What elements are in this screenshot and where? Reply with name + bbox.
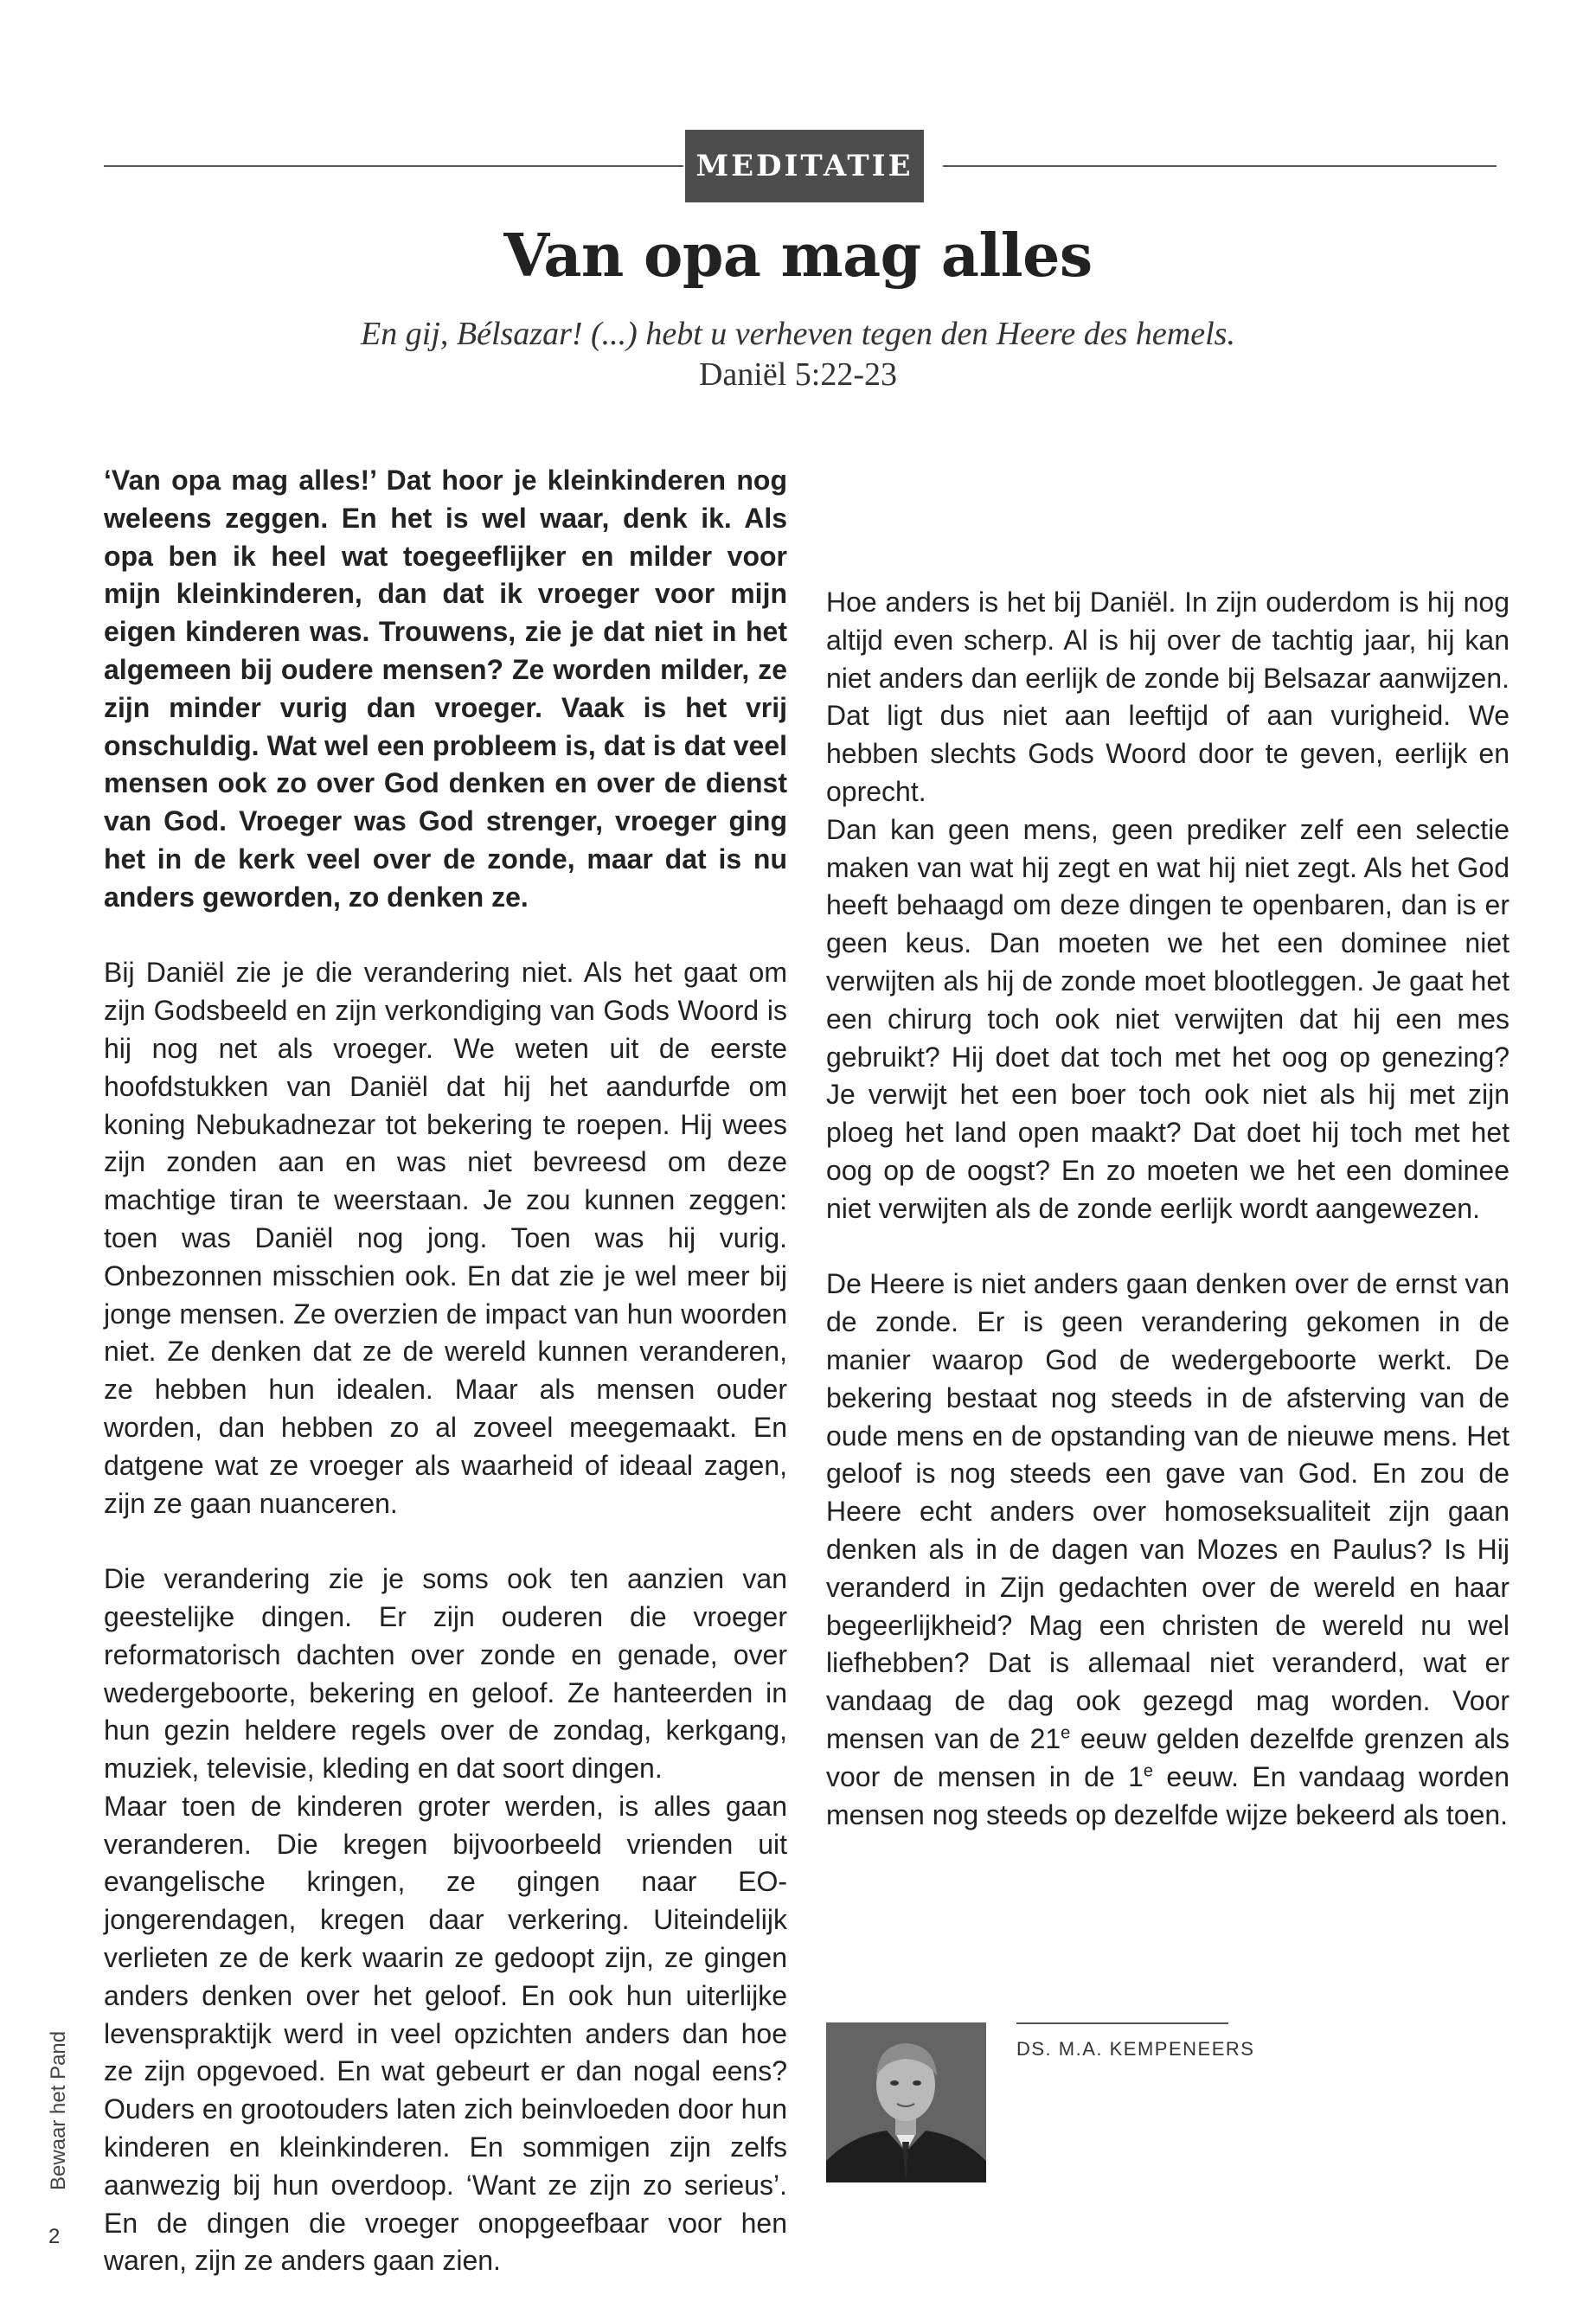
superscript-ordinal: e — [1143, 1761, 1153, 1781]
header-rule-left — [104, 165, 683, 167]
author-name: DS. M.A. KEMPENEERS — [1016, 2038, 1255, 2060]
header-rule-right — [943, 165, 1497, 167]
paragraph-6-part-b: eeuw gelden dezelfde grenzen als voor de mensen in de 1 — [826, 1722, 1509, 1792]
epigraph: En gij, Bélsazar! (...) hebt u verheven tegen den Heere des hemels. — [361, 316, 1235, 352]
bible-reference: Daniël 5:22-23 — [698, 356, 897, 393]
paragraph-6 — [826, 1266, 1509, 1834]
paragraph-1: Bij Daniël zie je die verandering niet. Als het gaat om zijn Godsbeeld en zijn verkondiging van Gods Woord is hij nog net als vroeger. We weten uit de eerste hoofdstukken van Daniël dat hij het aandurfde om koning Nebukadnezar tot bekering te roepen. Hij wees zijn zonden aan en was niet bevreesd om deze machtige tiran te weerstaan. Je zou kunnen zeggen: toen was Daniël nog jong. Toen was hij vurig. Onbezonnen misschien ook. En dat zie je wel meer bij jonge mensen. Ze overzien de impact van hun woorden niet. Ze denken dat ze de wereld kunnen veranderen, ze hebben hun idealen. Maar als mensen ouder worden, dan hebben zo al zoveel meegemaakt. En datgene wat ze vroeger als waarheid of ideaal zagen, zijn ze gaan nuanceren. — [104, 957, 787, 1519]
superscript-ordinal: e — [1061, 1723, 1071, 1743]
paragraph-3: Maar toen de kinderen groter werden, is alles gaan veranderen. Die kregen bijvoorbeeld vrienden uit evangelische kringen, ze gingen naar EO-jongerendagen, kregen daar verkering. Uiteindelijk verlieten ze de kerk waarin ze gedoopt zijn, ze gingen anders denken over het geloof. En ook hun uiterlijke levenspraktijk werd in veel opzichten anders dan hoe ze zijn opgevoed. En wat gebeurt er dan nogal eens? Ouders en grootouders laten zich beinvloeden door hun kinderen en kleinkinderen. En sommigen zijn zelfs aanwezig bij hun overdoop. ‘Want ze zijn zo serieus’. En de dingen die vroeger onopgeefbaar voor hen waren, zijn ze anders gaan zien. — [104, 1790, 787, 2277]
section-label: MEDITATIE — [685, 130, 924, 202]
paragraph-2: Die verandering zie je soms ook ten aanzien van geestelijke dingen. Er zijn ouderen die vroeger reformatorisch dachten over zonde en genade, over wedergeboorte, bekering en geloof. Ze hanteerden in hun gezin heldere regels over de zondag, kerkgang, muziek, televisie, kleding en dat soort dingen. — [104, 1563, 787, 1785]
lead-paragraph: ‘Van opa mag alles!’ Dat hoor je kleinkinderen nog weleens zeggen. En het is wel waar, denk ik. Als opa ben ik heel wat toegeeflijker en milder voor mijn kleinkinderen, dan dat ik vroeger voor mijn eigen kinderen was. Trouwens, zie je dat niet in het algemeen bij oudere mensen? Ze worden milder, ze zijn minder vurig dan vroeger. Vaak is het vrij onschuldig. Wat wel een probleem is, dat is dat veel mensen ook zo over God denken en over de dienst van God. Vroeger was God strenger, vroeger ging het in de kerk veel over de zonde, maar dat is nu anders geworden, zo denken ze. — [104, 465, 787, 913]
author-portrait-image — [826, 2022, 986, 2182]
paragraph-6-part-a: De Heere is niet anders gaan denken over de ernst van de zonde. Er is geen verandering gekomen in de manier waarop God de wedergeboorte werkt. De bekering bestaat nog steeds in de afsterving van de oude mens en de opstanding van de nieuwe mens. Het geloof is nog steeds een gave van God. En zou de Heere echt anders over homoseksualiteit zijn gaan denken als in de dagen van Mozes en Paulus? Is Hij veranderd in Zijn gedachten over de wereld en haar begeerlijkheid? Mag een christen de wereld nu wel liefhebben? Dat is allemaal niet veranderd, wat er vandaag de dag ook gezegd mag worden. Voor mensen van de 21 — [826, 1268, 1509, 1754]
paragraph-6-part-c: eeuw. En vandaag worden mensen nog steeds op dezelfde wijze bekeerd als toen. — [826, 1760, 1510, 1830]
article-title: Van opa mag alles — [503, 221, 1093, 291]
paragraph-4: Hoe anders is het bij Daniël. In zijn ouderdom is hij nog altijd even scherp. Al is hij over de tachtig jaar, hij kan niet anders dan eerlijk de zonde bij Belsazar aanwijzen. Dat ligt dus niet aan leeftijd of aan vurigheid. We hebben slechts Gods Woord door te geven, eerlijk en oprecht. — [826, 586, 1509, 807]
author-photo — [826, 2022, 986, 2182]
publication-sidebar: Bewaar het Pand — [47, 2030, 70, 2190]
column-left — [104, 462, 787, 2280]
paragraph-5: Dan kan geen mens, geen prediker zelf een selectie maken van wat hij zegt en wat hij niet zegt. Als het God heeft behaagd om deze dingen te openbaren, dan is er geen keus. Dan moeten we het een dominee niet verwijten als hij de zonde moet blootleggen. Je gaat het een chirurg toch ook niet verwijten dat hij een mes gebruikt? Hij doet dat toch met het oog op genezing? Je verwijt het een boer toch ook niet als hij met zijn ploeg het land open maakt? Dat doet hij toch met het oog op de oogst? En zo moeten we het een dominee niet verwijten als de zonde eerlijk wordt aangewezen. — [826, 813, 1509, 1224]
column-right — [826, 467, 1509, 1834]
signature-rule — [1016, 2022, 1228, 2024]
page-number: 2 — [48, 2225, 61, 2248]
